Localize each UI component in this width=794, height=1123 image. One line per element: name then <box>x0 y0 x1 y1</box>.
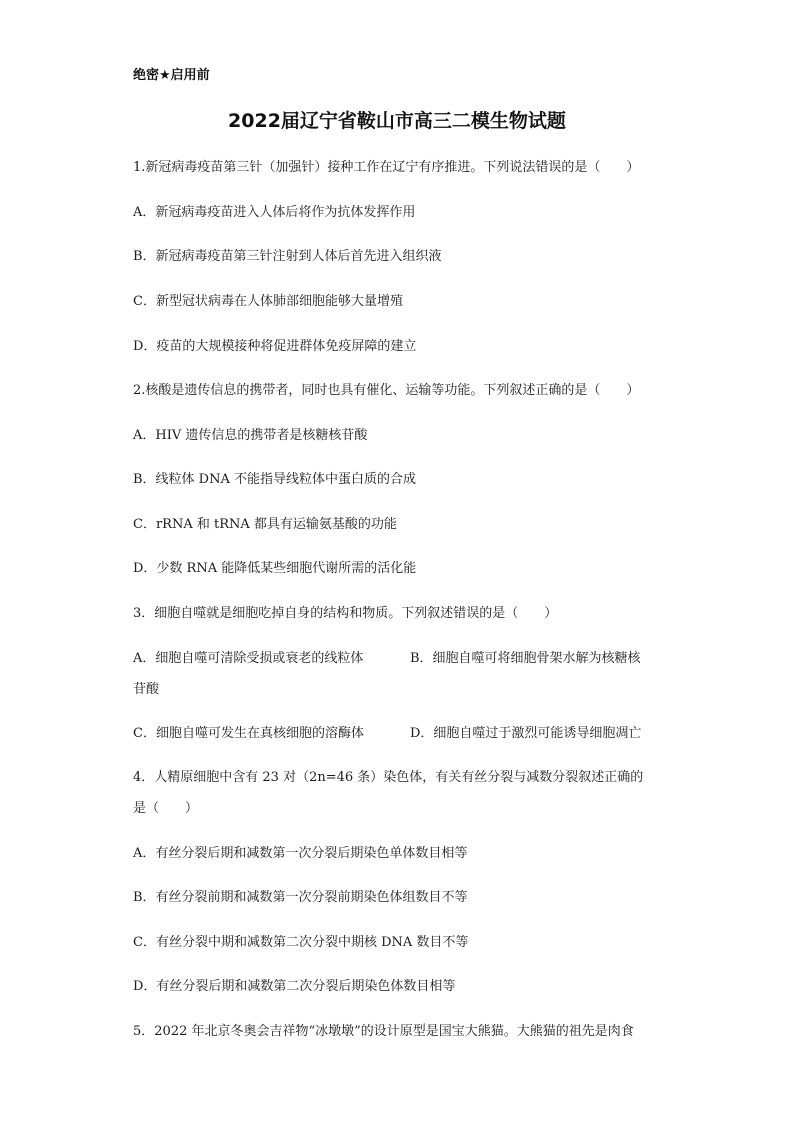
question-2-stem: 2.核酸是遗传信息的携带者，同时也具有催化、运输等功能。下列叙述正确的是（ ） <box>133 383 640 398</box>
question-2-option-a: A．HIV 遗传信息的携带者是核糖核苷酸 <box>133 428 368 443</box>
question-5-stem: 5．2022 年北京冬奥会吉祥物“冰墩墩”的设计原型是国宝大熊猫。大熊猫的祖先是肉食 <box>133 1024 634 1039</box>
question-4-stem-line-1: 4．人精原细胞中含有 23 对（2n=46 条）染色体，有关有丝分裂与减数分裂叙述正确的 <box>133 770 644 785</box>
question-4-option-c: C．有丝分裂中期和减数第二次分裂中期核 DNA 数目不等 <box>133 935 469 950</box>
question-4-option-d: D．有丝分裂后期和减数第二次分裂后期染色体数目相等 <box>133 979 456 994</box>
question-2-option-b: B．线粒体 DNA 不能指导线粒体中蛋白质的合成 <box>133 472 417 487</box>
question-3-option-a: A．细胞自噬可清除受损或衰老的线粒体 <box>133 651 364 666</box>
question-1-option-d: D．疫苗的大规模接种将促进群体免疫屏障的建立 <box>133 339 417 354</box>
question-4-stem-line-2: 是（ ） <box>133 801 199 816</box>
question-3-option-c: C．细胞自噬可发生在真核细胞的溶酶体 <box>133 726 364 741</box>
question-3-option-b-continued: 苷酸 <box>133 682 160 697</box>
question-2-option-d: D．少数 RNA 能降低某些细胞代谢所需的活化能 <box>133 561 417 576</box>
question-1-option-b: B．新冠病毒疫苗第三针注射到人体后首先进入组织液 <box>133 249 442 264</box>
question-3-option-d: D．细胞自噬过于激烈可能诱导细胞凋亡 <box>410 726 642 741</box>
question-1-stem: 1.新冠病毒疫苗第三针（加强针）接种工作在辽宁有序推进。下列说法错误的是（ ） <box>133 160 640 175</box>
question-1-option-a: A．新冠病毒疫苗进入人体后将作为抗体发挥作用 <box>133 205 416 220</box>
question-3-stem: 3．细胞自噬就是细胞吃掉自身的结构和物质。下列叙述错误的是（ ） <box>133 606 558 621</box>
question-2-option-c: C．rRNA 和 tRNA 都具有运输氨基酸的功能 <box>133 517 397 532</box>
secret-label: 绝密★启用前 <box>133 68 210 83</box>
question-3-option-b: B．细胞自噬可将细胞骨架水解为核糖核 <box>410 651 641 666</box>
question-4-option-b: B．有丝分裂前期和减数第一次分裂前期染色体组数目不等 <box>133 890 468 905</box>
question-1-option-c: C．新型冠状病毒在人体肺部细胞能够大量增殖 <box>133 294 403 309</box>
question-4-option-a: A．有丝分裂后期和减数第一次分裂后期染色单体数目相等 <box>133 846 468 861</box>
exam-title: 2022届辽宁省鞍山市高三二模生物试题 <box>228 110 566 132</box>
